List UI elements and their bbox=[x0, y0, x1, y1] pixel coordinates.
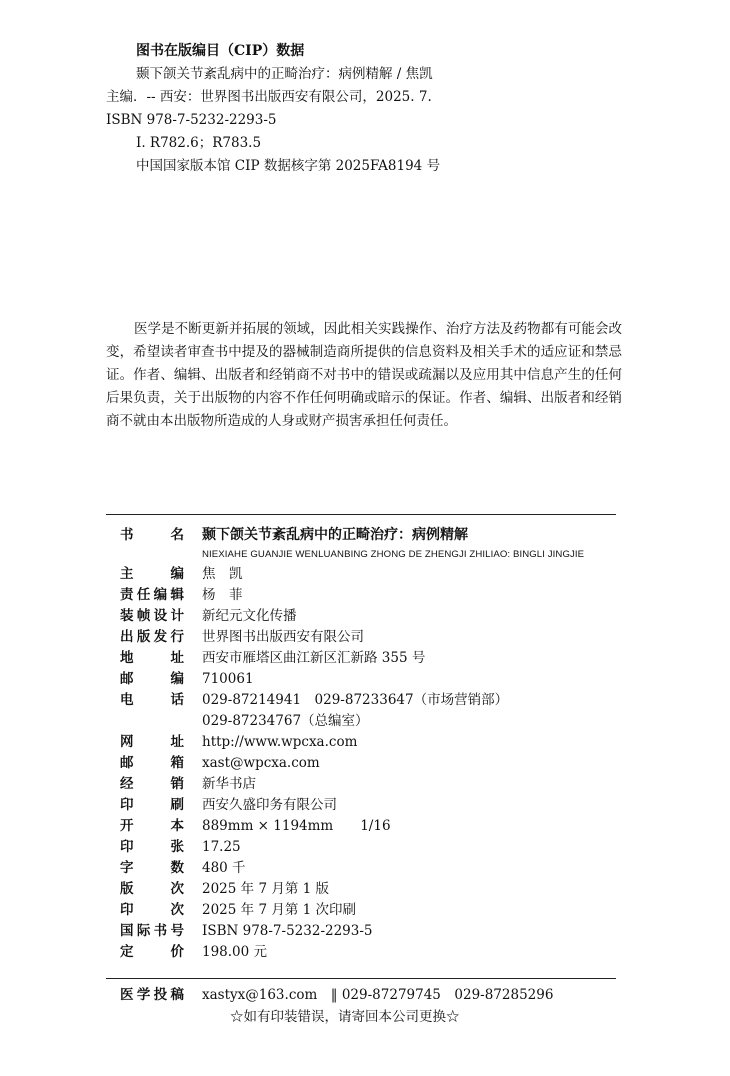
colophon-row bbox=[120, 858, 620, 879]
colophon-row bbox=[120, 648, 620, 669]
colophon-row bbox=[120, 837, 620, 858]
disclaimer-notice bbox=[106, 318, 622, 433]
cip-line: Ⅰ. R782.6；R783.5 bbox=[136, 135, 262, 151]
colophon-label bbox=[120, 711, 184, 732]
cip-line: 主编．-- 西安：世界图书出版西安有限公司，2025. 7. bbox=[106, 89, 432, 105]
colophon-label: 地址 bbox=[120, 650, 184, 666]
colophon-value: 17.25 bbox=[202, 839, 241, 855]
colophon-value: 710061 bbox=[202, 671, 254, 687]
colophon-label: 主编 bbox=[120, 566, 184, 582]
print-error-note: ☆如有印装错误，请寄回本公司更换☆ bbox=[230, 1009, 460, 1025]
submission-contact: xastyx@163.com ‖ 029-87279745 029-87285296 bbox=[202, 987, 554, 1003]
colophon-row bbox=[120, 774, 620, 795]
submission-row bbox=[120, 984, 620, 1006]
colophon-label: 国际书号 bbox=[120, 923, 184, 939]
colophon-value: 新纪元文化传播 bbox=[202, 608, 297, 624]
colophon-value: ISBN 978-7-5232-2293-5 bbox=[202, 923, 373, 939]
cip-line: 中国国家版本馆 CIP 数据核字第 2025FA8194 号 bbox=[136, 158, 441, 174]
colophon-row bbox=[120, 753, 620, 774]
colophon-value: 2025 年 7 月第 1 版 bbox=[202, 881, 329, 897]
colophon-value: 198.00 元 bbox=[202, 944, 268, 960]
colophon-value: xast@wpcxa.com bbox=[202, 755, 320, 771]
colophon-label: 开本 bbox=[120, 818, 184, 834]
bottom-divider bbox=[106, 978, 616, 979]
book-title-pinyin: NIEXIAHE GUANJIE WENLUANBING ZHONG DE ZHENGJI ZHILIAO: BINGLI JINGJIE bbox=[202, 549, 585, 560]
cip-block bbox=[106, 40, 646, 178]
colophon-value: 新华书店 bbox=[202, 776, 256, 792]
colophon-label: 责任编辑 bbox=[120, 587, 184, 603]
book-title: 颞下颌关节紊乱病中的正畸治疗：病例精解 bbox=[202, 527, 468, 543]
cip-line: ISBN 978-7-5232-2293-5 bbox=[106, 112, 277, 128]
footer bbox=[120, 984, 620, 1028]
colophon-label: 出版发行 bbox=[120, 629, 184, 645]
colophon-value: 杨 菲 bbox=[202, 587, 243, 603]
colophon-row bbox=[120, 795, 620, 816]
colophon-value: 世界图书出版西安有限公司 bbox=[202, 629, 364, 645]
cip-line: 颞下颌关节紊乱病中的正畸治疗：病例精解 / 焦凯 bbox=[136, 66, 433, 82]
colophon-row bbox=[120, 879, 620, 900]
colophon-row bbox=[120, 690, 620, 711]
colophon-label: 经销 bbox=[120, 776, 184, 792]
colophon-row bbox=[120, 606, 620, 627]
colophon-value: 焦 凯 bbox=[202, 566, 243, 582]
colophon-label: 版次 bbox=[120, 881, 184, 897]
colophon-label: 邮箱 bbox=[120, 755, 184, 771]
colophon-row bbox=[120, 564, 620, 585]
top-divider bbox=[106, 514, 616, 515]
colophon-value: 西安市雁塔区曲江新区汇新路 355 号 bbox=[202, 650, 426, 666]
colophon-row bbox=[120, 921, 620, 942]
colophon-value: 889mm × 1194mm 1/16 bbox=[202, 818, 391, 834]
colophon-label: 装帧设计 bbox=[120, 608, 184, 624]
colophon-rows bbox=[120, 564, 620, 963]
colophon-label: 印刷 bbox=[120, 797, 184, 813]
colophon-label: 印次 bbox=[120, 902, 184, 918]
colophon-label: 网址 bbox=[120, 734, 184, 750]
colophon-row bbox=[120, 585, 620, 606]
colophon-value: http://www.wpcxa.com bbox=[202, 734, 358, 750]
colophon bbox=[120, 524, 620, 963]
colophon-value: 029-87214941 029-87233647（市场营销部） bbox=[202, 692, 509, 708]
colophon-label: 印张 bbox=[120, 839, 184, 855]
colophon-row bbox=[120, 816, 620, 837]
colophon-label: 书名 bbox=[120, 527, 184, 543]
colophon-row bbox=[120, 900, 620, 921]
colophon-value: 029-87234767（总编室） bbox=[202, 713, 369, 729]
colophon-value: 2025 年 7 月第 1 次印刷 bbox=[202, 902, 356, 918]
disclaimer-text: 医学是不断更新并拓展的领域，因此相关实践操作、治疗方法及药物都有可能会改变，希望读者审查书中提及的器械制造商所提供的信息资料及相关手术的适应证和禁忌证。作者、编辑、出版者和经销商不对书中的错误或疏漏以及应用其中信息产生的任何后果负责，关于出版物的内容不作任何明确或暗示的保证。作者、编辑、出版者和经销商不就由本出版物所造成的人身或财产损害承担任何责任。 bbox=[106, 321, 622, 429]
cip-title: 图书在版编目（CIP）数据 bbox=[136, 43, 305, 59]
colophon-label: 字数 bbox=[120, 860, 184, 876]
colophon-label: 定价 bbox=[120, 944, 184, 960]
colophon-row-book-title bbox=[120, 524, 620, 546]
submission-label: 医学投稿 bbox=[120, 987, 184, 1003]
colophon-value: 西安久盛印务有限公司 bbox=[202, 797, 337, 813]
colophon-value: 480 千 bbox=[202, 860, 246, 876]
colophon-row bbox=[120, 732, 620, 753]
colophon-row bbox=[120, 669, 620, 690]
colophon-row bbox=[120, 942, 620, 963]
colophon-label: 邮编 bbox=[120, 671, 184, 687]
colophon-label: 电话 bbox=[120, 692, 184, 708]
colophon-row bbox=[120, 711, 620, 732]
colophon-row bbox=[120, 627, 620, 648]
